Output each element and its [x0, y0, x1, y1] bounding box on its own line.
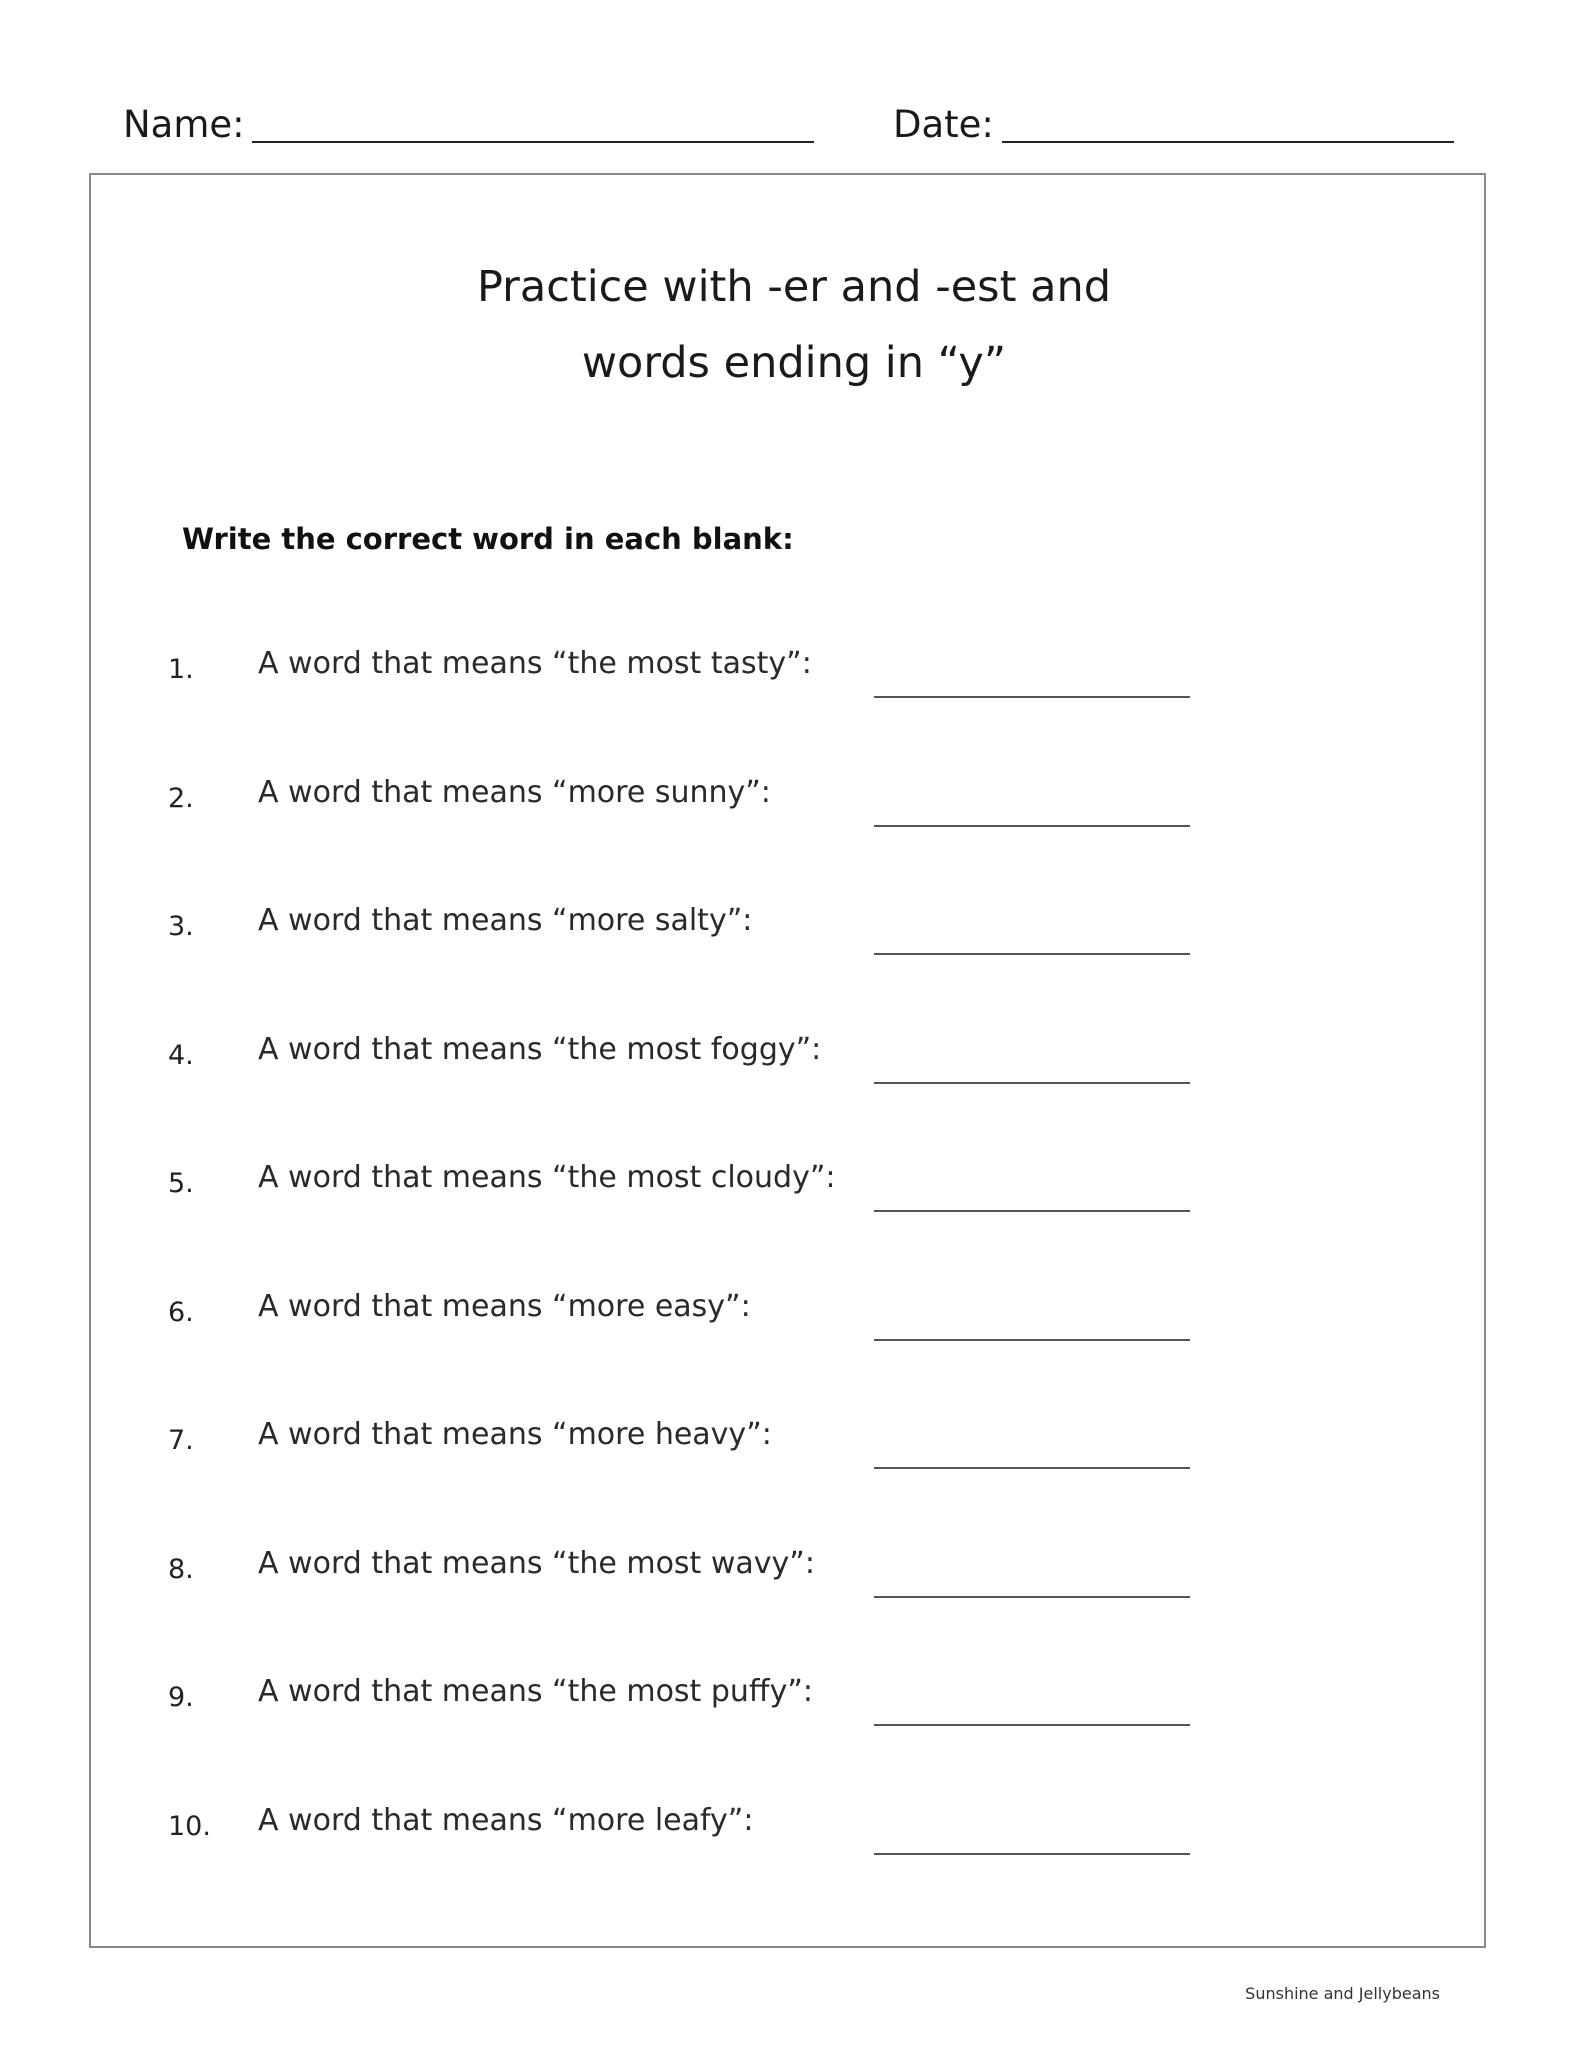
question-number: 8.	[168, 1554, 194, 1585]
worksheet-title-line2: words ending in “y”	[581, 338, 1007, 388]
answer-blank[interactable]	[874, 1082, 1190, 1084]
answer-blank[interactable]	[874, 1724, 1190, 1726]
answer-blank[interactable]	[874, 1339, 1190, 1341]
question-number: 2.	[168, 783, 194, 814]
answer-blank[interactable]	[874, 1596, 1190, 1598]
question-text: A word that means “the most cloudy”:	[258, 1160, 836, 1195]
question-row	[0, 1156, 1588, 1216]
question-row	[0, 1413, 1588, 1473]
question-text: A word that means “more heavy”:	[258, 1417, 772, 1452]
question-number: 9.	[168, 1682, 194, 1713]
question-text: A word that means “the most puffy”:	[258, 1674, 813, 1709]
question-text: A word that means “more leafy”:	[258, 1803, 754, 1838]
worksheet-title-line1: Practice with -er and -est and	[477, 262, 1111, 312]
header-row	[0, 100, 1588, 150]
answer-blank[interactable]	[874, 1210, 1190, 1212]
answer-blank[interactable]	[874, 825, 1190, 827]
question-number: 7.	[168, 1425, 194, 1456]
question-row	[0, 1670, 1588, 1730]
date-field[interactable]	[1002, 141, 1454, 143]
answer-blank[interactable]	[874, 1853, 1190, 1855]
question-number: 10.	[168, 1811, 211, 1842]
question-row	[0, 899, 1588, 959]
question-number: 5.	[168, 1168, 194, 1199]
question-number: 4.	[168, 1040, 194, 1071]
question-row	[0, 771, 1588, 831]
question-number: 3.	[168, 911, 194, 942]
question-row	[0, 642, 1588, 702]
name-field[interactable]	[252, 141, 814, 143]
question-row	[0, 1799, 1588, 1859]
answer-blank[interactable]	[874, 1467, 1190, 1469]
date-label: Date:	[893, 103, 994, 146]
answer-blank[interactable]	[874, 953, 1190, 955]
question-text: A word that means “more sunny”:	[258, 775, 771, 810]
question-text: A word that means “more salty”:	[258, 903, 753, 938]
question-row	[0, 1028, 1588, 1088]
answer-blank[interactable]	[874, 696, 1190, 698]
question-row	[0, 1542, 1588, 1602]
name-label: Name:	[123, 103, 245, 146]
question-text: A word that means “the most wavy”:	[258, 1546, 815, 1581]
instructions: Write the correct word in each blank:	[182, 522, 794, 556]
question-text: A word that means “the most foggy”:	[258, 1032, 822, 1067]
question-text: A word that means “the most tasty”:	[258, 646, 812, 681]
question-text: A word that means “more easy”:	[258, 1289, 751, 1324]
question-row	[0, 1285, 1588, 1345]
footer-credit: Sunshine and Jellybeans	[1245, 1984, 1440, 2003]
question-number: 6.	[168, 1297, 194, 1328]
question-number: 1.	[168, 654, 194, 685]
